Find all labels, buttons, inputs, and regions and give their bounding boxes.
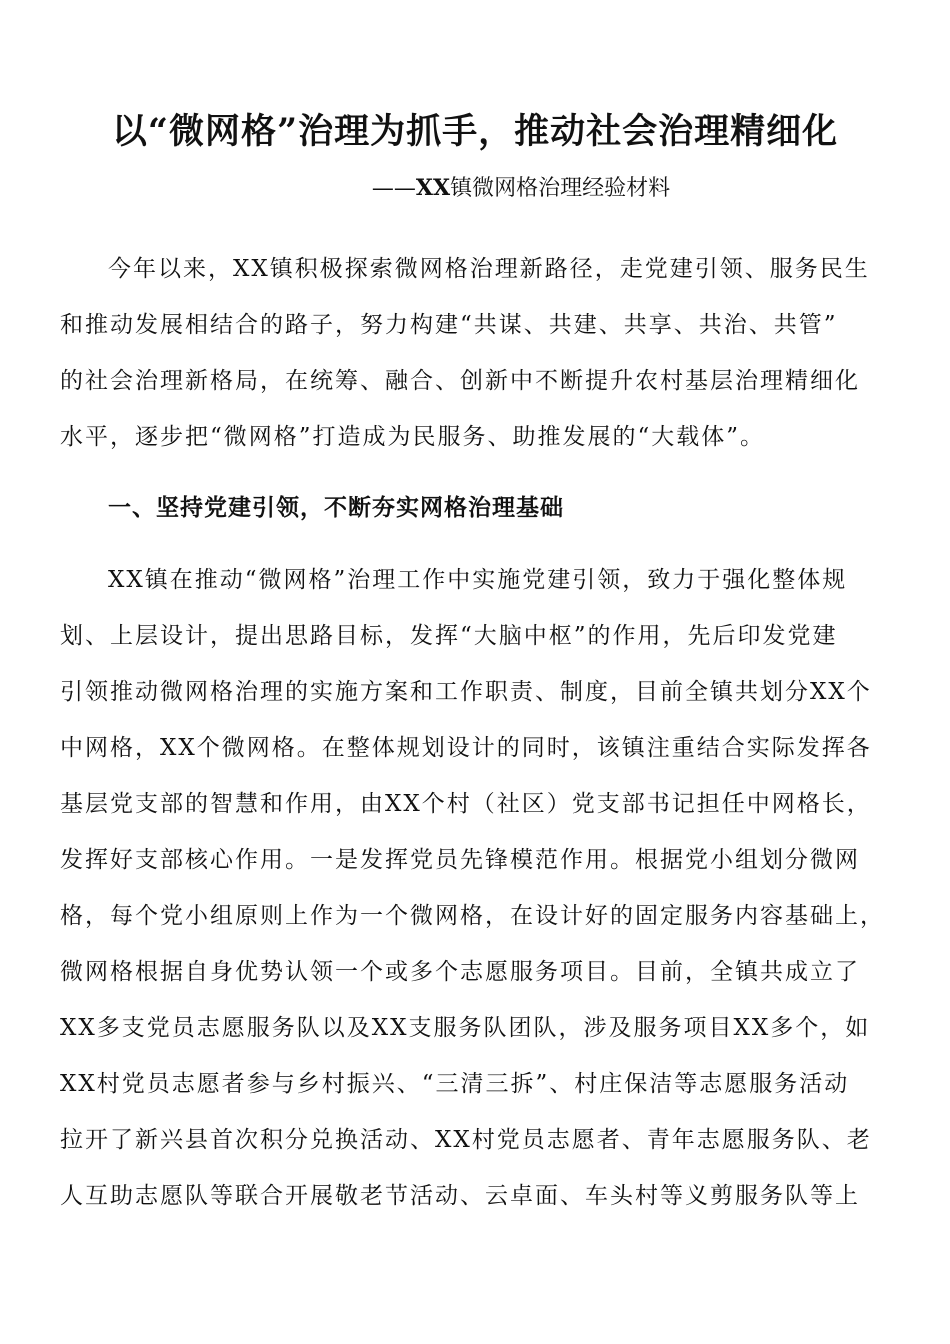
- section-1-line: 格，每个党小组原则上作为一个微网格，在设计好的固定服务内容基础上，: [60, 903, 885, 929]
- section-1-line: 基层党支部的智慧和作用，由XX个村（社区）党支部书记担任中网格长，: [60, 791, 872, 817]
- section-1-line: XX镇在推动“微网格”治理工作中实施党建引领，致力于强化整体规: [108, 567, 848, 593]
- subtitle-town-code: XX: [415, 175, 451, 201]
- section-1-paragraph: [60, 552, 892, 1224]
- intro-paragraph: [60, 241, 892, 465]
- section-1-line: 划、上层设计，提出思路目标，发挥“大脑中枢”的作用，先后印发党建: [60, 623, 838, 649]
- section-1-line: 微网格根据自身优势认领一个或多个志愿服务项目。目前，全镇共成立了: [60, 959, 860, 985]
- document-title: 以“微网格”治理为抓手，推动社会治理精细化: [111, 111, 839, 153]
- section-1-line: 发挥好支部核心作用。一是发挥党员先锋模范作用。根据党小组划分微网: [60, 847, 860, 873]
- section-1-line: 拉开了新兴县首次积分兑换活动、XX村党员志愿者、青年志愿服务队、老: [60, 1127, 872, 1153]
- subtitle-dash: ——: [371, 176, 416, 201]
- intro-line: 的社会治理新格局，在统筹、融合、创新中不断提升农村基层治理精细化: [60, 368, 860, 394]
- section-1-line: XX村党员志愿者参与乡村振兴、“三清三拆”、村庄保洁等志愿服务活动: [60, 1071, 850, 1097]
- section-heading-1: 一、坚持党建引领，不断夯实网格治理基础: [108, 495, 564, 521]
- section-1-line: XX多支党员志愿服务队以及XX支服务队团队，涉及服务项目XX多个，如: [60, 1015, 871, 1041]
- intro-line: 今年以来，XX镇积极探索微网格治理新路径，走党建引领、服务民生: [108, 256, 870, 282]
- intro-line: 水平，逐步把“微网格”打造成为民服务、助推发展的“大载体”。: [60, 424, 766, 450]
- section-1-line: 人互助志愿队等联合开展敬老节活动、云卓面、车头村等义剪服务队等上: [60, 1183, 860, 1209]
- intro-line: 和推动发展相结合的路子，努力构建“共谋、共建、共享、共治、共管”: [60, 312, 838, 338]
- section-1-line: 中网格，XX个微网格。在整体规划设计的同时，该镇注重结合实际发挥各: [60, 735, 872, 761]
- document-subtitle: [0, 170, 950, 207]
- section-1-line: 引领推动微网格治理的实施方案和工作职责、制度，目前全镇共划分XX个: [60, 679, 872, 705]
- subtitle-text: 镇微网格治理经验材料: [450, 176, 671, 201]
